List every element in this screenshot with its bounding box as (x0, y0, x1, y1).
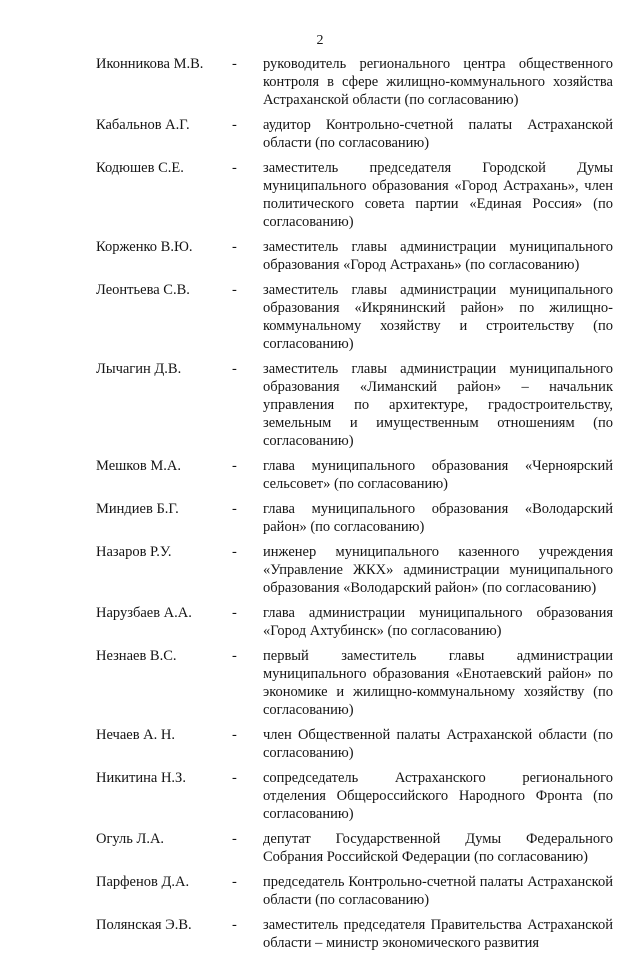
member-list (0, 55, 640, 959)
member-name: Назаров Р.У. (96, 544, 172, 560)
separator-dash: - (232, 458, 237, 474)
list-item (0, 647, 640, 719)
list-item (0, 604, 640, 640)
member-name: Иконникова М.В. (96, 56, 204, 72)
member-name: Нарузбаев А.А. (96, 605, 192, 621)
separator-dash: - (232, 831, 237, 847)
list-item (0, 873, 640, 909)
member-role: заместитель главы администрации муниципального образования «Город Астрахань» (по согласованию) (263, 239, 613, 273)
list-item (0, 916, 640, 952)
separator-dash: - (232, 648, 237, 664)
member-role: руководитель регионального центра общественного контроля в сфере жилищно-коммунального хозяйства Астраханской области (по согласованию) (263, 56, 613, 108)
member-name: Кодюшев С.Е. (96, 160, 184, 176)
list-item (0, 543, 640, 597)
list-item (0, 457, 640, 493)
member-role: первый заместитель главы администрации муниципального образования «Енотаевский район» по экономике и жилищно-коммунальному хозяйству (по согласованию) (263, 648, 613, 718)
separator-dash: - (232, 282, 237, 298)
separator-dash: - (232, 56, 237, 72)
page-number: 2 (316, 33, 324, 48)
member-role: глава муниципального образования «Володарский район» (по согласованию) (263, 501, 613, 535)
member-name: Огуль Л.А. (96, 831, 165, 847)
member-name: Нечаев А. Н. (96, 727, 175, 743)
separator-dash: - (232, 605, 237, 621)
member-role: заместитель главы администрации муниципального образования «Икрянинский район» по жилищно-коммунальному хозяйству и строительству (по согласованию) (263, 282, 613, 352)
member-name: Незнаев В.С. (96, 648, 177, 664)
list-item (0, 281, 640, 353)
member-name: Полянская Э.В. (96, 917, 192, 933)
member-role: председатель Контрольно-счетной палаты Астраханской области (по согласованию) (263, 874, 613, 908)
list-item (0, 55, 640, 109)
member-role: сопредседатель Астраханского регионального отделения Общероссийского Народного Фронта (по согласованию) (263, 770, 613, 822)
member-name: Кабальнов А.Г. (96, 117, 190, 133)
separator-dash: - (232, 917, 237, 933)
member-name: Корженко В.Ю. (96, 239, 193, 255)
separator-dash: - (232, 727, 237, 743)
separator-dash: - (232, 544, 237, 560)
member-role: член Общественной палаты Астраханской области (по согласованию) (263, 727, 613, 761)
member-role: глава администрации муниципального образования «Город Ахтубинск» (по согласованию) (263, 605, 613, 639)
member-role: аудитор Контрольно-счетной палаты Астраханской области (по согласованию) (263, 117, 613, 151)
member-role: заместитель председателя Городской Думы муниципального образования «Город Астрахань», член политического совета партии «Единая Россия» (по согласованию) (263, 160, 613, 230)
separator-dash: - (232, 501, 237, 517)
member-name: Никитина Н.З. (96, 770, 186, 786)
separator-dash: - (232, 770, 237, 786)
separator-dash: - (232, 160, 237, 176)
member-role: депутат Государственной Думы Федерального Собрания Российской Федерации (по согласованию) (263, 831, 613, 865)
member-name: Парфенов Д.А. (96, 874, 190, 890)
member-role: заместитель главы администрации муниципального образования «Лиманский район» – начальник управления по архитектуре, градостроительству, земельным и имущественным отношениям (по согласованию) (263, 361, 613, 449)
separator-dash: - (232, 239, 237, 255)
list-item (0, 726, 640, 762)
list-item (0, 830, 640, 866)
list-item (0, 360, 640, 450)
member-name: Лычагин Д.В. (96, 361, 182, 377)
member-role: инженер муниципального казенного учреждения «Управление ЖКХ» администрации муниципального образования «Володарский район» (по согласованию) (263, 544, 613, 596)
member-name: Леонтьева С.В. (96, 282, 190, 298)
list-item (0, 500, 640, 536)
separator-dash: - (232, 117, 237, 133)
list-item (0, 116, 640, 152)
member-role: глава муниципального образования «Черноярский сельсовет» (по согласованию) (263, 458, 613, 492)
list-item (0, 769, 640, 823)
list-item (0, 159, 640, 231)
separator-dash: - (232, 361, 237, 377)
member-name: Мешков М.А. (96, 458, 181, 474)
member-name: Миндиев Б.Г. (96, 501, 179, 517)
member-role: заместитель председателя Правительства Астраханской области – министр экономического развития (263, 917, 613, 951)
separator-dash: - (232, 874, 237, 890)
list-item (0, 238, 640, 274)
